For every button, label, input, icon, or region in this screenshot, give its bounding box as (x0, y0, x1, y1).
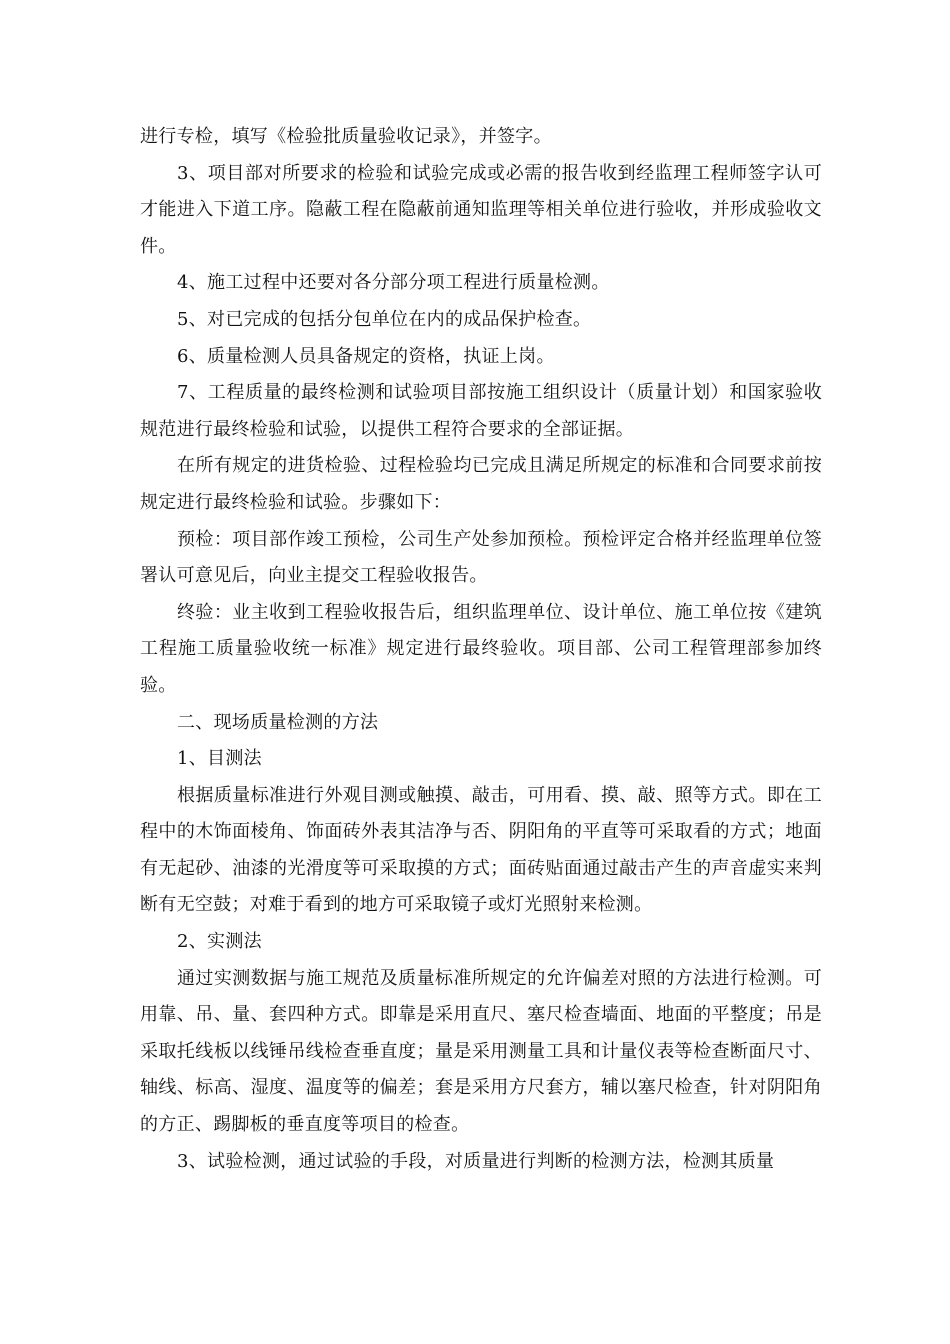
paragraph-1: 进行专检，填写《检验批质量验收记录》，并签字。 (140, 126, 552, 147)
paragraph-14: 通过实测数据与施工规范及质量标准所规定的允许偏差对照的方法进行检测。可用靠、吊、量、套四种方式。即靠是采用直尺、塞尺检查墙面、地面的平整度；吊是采取托线板以线锤吊线检查垂直度；量是采用测量工具和计量仪表等检查断面尺寸、轴线、标高、湿度、温度等的偏差；套是采用方尺套方，辅以塞尺检查，针对阴阳角的方正、踢脚板的垂直度等项目的检查。 (140, 967, 822, 1136)
paragraph-2: 3、项目部对所要求的检验和试验完成或必需的报告收到经监理工程师签字认可才能进入下道工序。隐蔽工程在隐蔽前通知监理等相关单位进行验收，并形成验收文件。 (140, 162, 822, 257)
subheading-measurement-method: 2、实测法 (177, 931, 262, 953)
document-body (140, 119, 822, 1180)
paragraph-9: 终验：业主收到工程验收报告后，组织监理单位、设计单位、施工单位按《建筑工程施工质量验收统一标准》规定进行最终验收。项目部、公司工程管理部参加终验。 (140, 601, 822, 696)
paragraph-15: 3、试验检测，通过试验的手段，对质量进行判断的检测方法，检测其质量 (177, 1150, 775, 1172)
section-heading: 二、现场质量检测的方法 (177, 711, 379, 733)
paragraph-5: 6、质量检测人员具备规定的资格，执证上岗。 (177, 345, 555, 367)
paragraph-8: 预检：项目部作竣工预检，公司生产处参加预检。预检评定合格并经监理单位签署认可意见后，向业主提交工程验收报告。 (140, 528, 822, 587)
paragraph-7: 在所有规定的进货检验、过程检验均已完成且满足所规定的标准和合同要求前按规定进行最终检验和试验。步骤如下： (140, 455, 822, 513)
paragraph-12: 根据质量标准进行外观目测或触摸、敲击，可用看、摸、敲、照等方式。即在工程中的木饰面棱角、饰面砖外表其洁净与否、阴阳角的平直等可采取看的方式；地面有无起砂、油漆的光滑度等可采取摸的方式；面砖贴面通过敲击产生的声音虚实来判断有无空鼓；对难于看到的地方可采取镜子或灯光照射来检测。 (140, 784, 822, 916)
paragraph-3: 4、施工过程中还要对各分部分项工程进行质量检测。 (177, 272, 610, 294)
subheading-visual-method: 1、目测法 (177, 748, 262, 770)
paragraph-6: 7、工程质量的最终检测和试验项目部按施工组织设计（质量计划）和国家验收规范进行最终检验和试验，以提供工程符合要求的全部证据。 (140, 382, 822, 440)
paragraph-4: 5、对已完成的包括分包单位在内的成品保护检查。 (177, 308, 592, 330)
